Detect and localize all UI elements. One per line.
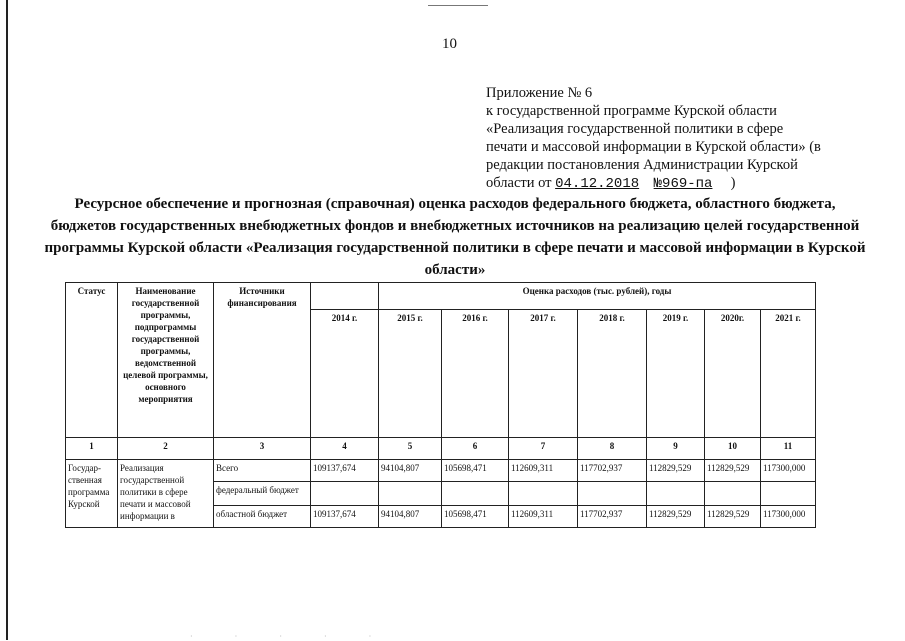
document-title: Ресурсное обеспечение и прогнозная (справочная) оценка расходов федерального бюджета, областного бюджета, бюджетов государственных внебюджетных фондов и внебюджетных источников на реализацию целей государственной программы Курской области «Реализация государственной политики в сфере печати и массовой информации в Курской области» — [44, 196, 866, 278]
colnum-2: 2 — [118, 438, 214, 460]
value-cell — [578, 482, 647, 506]
value-cell: 105698,471 — [442, 460, 509, 482]
appendix-line-2: к государственной программе Курской области — [486, 103, 777, 119]
appendix-line-3: «Реализация государственной политики в сфере — [486, 121, 784, 137]
value-cell: 112609,311 — [509, 460, 578, 482]
row-status: Государ- ственная программа Курской — [66, 460, 118, 528]
value-cell — [379, 482, 442, 506]
header-year-2021: 2021 г. — [761, 310, 816, 438]
appendix-line-1: Приложение № 6 — [486, 85, 593, 101]
colnum-3: 3 — [214, 438, 311, 460]
source-total: Всего — [214, 460, 311, 482]
value-cell: 117300,000 — [761, 460, 816, 482]
top-rule — [428, 5, 488, 6]
colnum-5: 5 — [379, 438, 442, 460]
header-year-2018: 2018 г. — [578, 310, 647, 438]
appendix-date: 04.12.2018 — [555, 176, 640, 192]
header-year-2014: 2014 г. — [311, 310, 379, 438]
header-source: Источники финансирования — [214, 283, 311, 438]
header-estimate: Оценка расходов (тыс. рублей), годы — [379, 283, 816, 310]
colnum-9: 9 — [647, 438, 705, 460]
row-program-name: Реализация государственной политики в сфере печати и массовой информации в — [118, 460, 214, 528]
value-cell: 112829,529 — [705, 506, 761, 528]
value-cell: 94104,807 — [379, 506, 442, 528]
header-year-2020: 2020г. — [705, 310, 761, 438]
page-left-edge — [6, 0, 8, 640]
header-year-2016: 2016 г. — [442, 310, 509, 438]
appendix-line-5: редакции постановления Администрации Курской — [486, 157, 798, 173]
header-year-2019: 2019 г. — [647, 310, 705, 438]
header-status: Статус — [66, 283, 118, 438]
page-number: 10 — [442, 36, 457, 52]
appendix-block — [486, 84, 866, 193]
colnum-8: 8 — [578, 438, 647, 460]
value-cell — [761, 482, 816, 506]
header-name: Наименование государственной программы, подпрограммы государственной программы, ведомственной целевой программы, основного мероприятия — [118, 283, 214, 438]
value-cell: 117702,937 — [578, 506, 647, 528]
scan-marks: · · · · · — [190, 632, 392, 641]
colnum-4: 4 — [311, 438, 379, 460]
header-blank-cell — [311, 283, 379, 310]
appendix-line-4: печати и массовой информации в Курской области» (в — [486, 139, 821, 155]
colnum-6: 6 — [442, 438, 509, 460]
value-cell: 117300,000 — [761, 506, 816, 528]
value-cell — [311, 482, 379, 506]
value-cell: 109137,674 — [311, 460, 379, 482]
value-cell: 94104,807 — [379, 460, 442, 482]
header-year-2015: 2015 г. — [379, 310, 442, 438]
value-cell — [647, 482, 705, 506]
value-cell: 117702,937 — [578, 460, 647, 482]
colnum-11: 11 — [761, 438, 816, 460]
value-cell: 112829,529 — [647, 460, 705, 482]
appendix-close: ) — [730, 175, 736, 191]
value-cell: 112829,529 — [647, 506, 705, 528]
appendix-date-prefix: области от — [486, 175, 552, 191]
header-year-2017: 2017 г. — [509, 310, 578, 438]
resource-table — [65, 282, 816, 528]
value-cell — [509, 482, 578, 506]
value-cell: 109137,674 — [311, 506, 379, 528]
value-cell: 112609,311 — [509, 506, 578, 528]
source-regional: областной бюджет — [214, 506, 311, 528]
value-cell: 105698,471 — [442, 506, 509, 528]
value-cell — [705, 482, 761, 506]
appendix-number: №969-па — [653, 176, 713, 192]
colnum-1: 1 — [66, 438, 118, 460]
appendix-line-6 — [486, 174, 866, 193]
source-federal: федеральный бюджет — [214, 482, 311, 506]
colnum-7: 7 — [509, 438, 578, 460]
value-cell — [442, 482, 509, 506]
value-cell: 112829,529 — [705, 460, 761, 482]
colnum-10: 10 — [705, 438, 761, 460]
